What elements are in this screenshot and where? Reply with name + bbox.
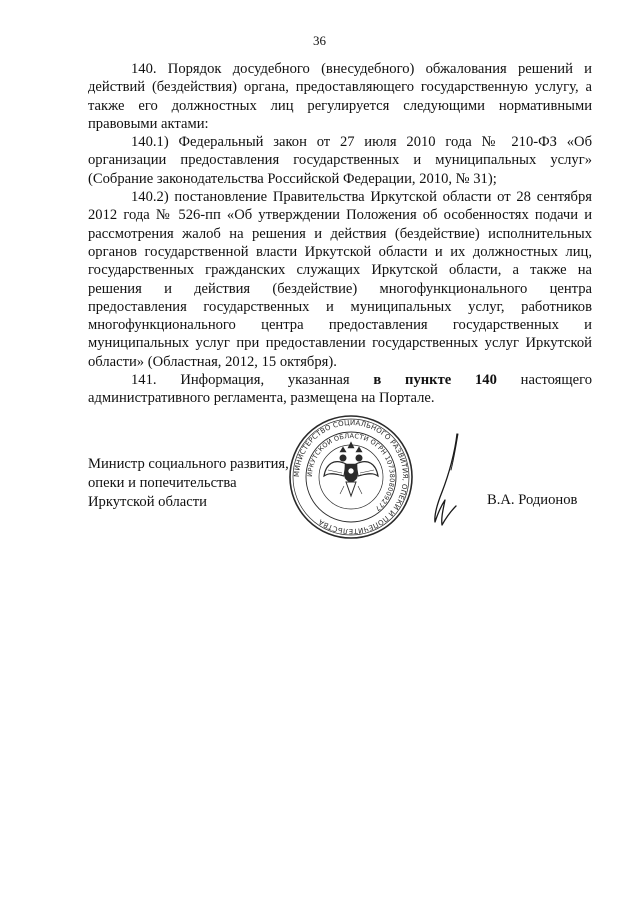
paragraph-141-start: 141. Информация, указанная: [131, 372, 374, 389]
paragraph-140: 140. Порядок досудебного (внесудебного) обжалования решений и действий (бездействия) органа, предоставляющего государственную услугу, а также его должностных лиц регулируется следующими нормативными правовыми актами:: [88, 61, 592, 132]
seal-outer-text: МИНИСТЕРСТВО СОЦИАЛЬНОГО РАЗВИТИЯ, ОПЕКИ И ПОПЕЧИТЕЛЬСТВА: [292, 418, 410, 536]
signer-title-line-2: опеки и попечительства: [88, 474, 237, 491]
page-number: 36: [313, 33, 326, 48]
paragraph-140-2: 140.2) постановление Правительства Иркутской области от 28 сентября 2012 года № 526-пп «Об утверждении Положения об особенностях подачи и рассмотрения жалоб на решения и действия (бездействие) исполнительных органов государственной власти Иркутской области и их должностных лиц, государственных гражданских служащих Иркутской области, а также на решения и действия (бездействие) многофункционального центра предоставления государственных и муниципальных услуг, работников многофункционального центра предоставления государственных и муниципальных услуг при предоставлении государственных услуг Иркутской области» (Областная, 2012, 15 октября).: [88, 189, 592, 370]
coat-of-arms-eagle-icon: [324, 442, 378, 496]
document-body: [88, 60, 592, 408]
seal-inner-text: ИРКУТСКОЙ ОБЛАСТИ ОГРН 1073808009277: [305, 431, 397, 513]
paragraph-141-bold-ref: в пункте 140: [373, 372, 497, 389]
paragraph-141: [88, 371, 592, 408]
official-seal-stamp: [288, 414, 414, 540]
signer-title-block: [88, 455, 289, 511]
signer-title-line-3: Иркутской области: [88, 493, 207, 510]
handwritten-signature: [425, 430, 465, 530]
signer-name: В.А. Родионов: [487, 492, 578, 508]
paragraph-140-1: 140.1) Федеральный закон от 27 июля 2010 года № 210-ФЗ «Об организации предоставления государственных и муниципальных услуг» (Собрание законодательства Российской Федерации, 2010, № 31);: [88, 134, 592, 187]
paragraph-141-end: настоящего административного регламента, размещена на Портале.: [88, 372, 592, 407]
signer-title-line-1: Министр социального развития,: [88, 456, 289, 472]
